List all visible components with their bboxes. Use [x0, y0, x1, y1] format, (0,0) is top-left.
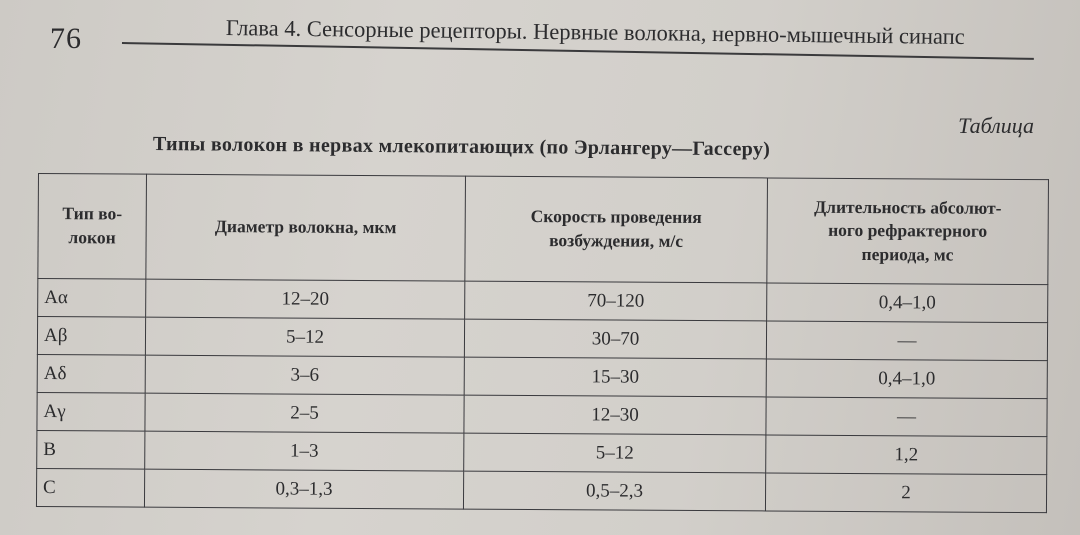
- cell-conduction-speed: 15–30: [464, 357, 766, 397]
- cell-fiber-type: Aα: [38, 279, 146, 318]
- table-row: [37, 354, 1047, 398]
- header-refractory-period: Длительность абсолют- ного рефрактерного периода, мс: [767, 178, 1049, 285]
- cell-refractory-period: 2: [765, 473, 1046, 513]
- cell-refractory-period: 0,4–1,0: [767, 283, 1048, 323]
- table-label: Таблица: [958, 113, 1034, 138]
- cell-diameter: 2–5: [145, 393, 464, 433]
- cell-diameter: 1–3: [145, 431, 464, 471]
- cell-conduction-speed: 70–120: [465, 281, 767, 321]
- cell-fiber-type: B: [37, 430, 145, 469]
- cell-refractory-period: 0,4–1,0: [766, 359, 1047, 399]
- table-row: [37, 392, 1047, 436]
- table-row: [38, 279, 1048, 323]
- table-row: [36, 468, 1046, 512]
- running-head: Глава 4. Сенсорные рецепторы. Нервные волокна, нервно-мышечный синапс: [225, 15, 965, 50]
- fiber-types-table: [36, 173, 1049, 513]
- header-conduction-speed: Скорость проведения возбуждения, м/с: [465, 176, 768, 283]
- cell-diameter: 0,3–1,3: [144, 469, 463, 509]
- cell-fiber-type: C: [36, 468, 144, 507]
- cell-conduction-speed: 12–30: [464, 395, 766, 435]
- cell-conduction-speed: 30–70: [464, 319, 766, 359]
- cell-diameter: 5–12: [145, 317, 464, 357]
- cell-diameter: 12–20: [146, 279, 465, 319]
- cell-fiber-type: Aδ: [37, 354, 145, 393]
- cell-conduction-speed: 5–12: [464, 433, 766, 473]
- header-fiber-type: Тип во- локон: [38, 174, 147, 280]
- cell-fiber-type: Aγ: [37, 392, 145, 431]
- cell-diameter: 3–6: [145, 355, 464, 395]
- table-row: [37, 430, 1047, 474]
- cell-refractory-period: —: [766, 321, 1047, 361]
- cell-refractory-period: 1,2: [766, 435, 1047, 475]
- cell-conduction-speed: 0,5–2,3: [463, 471, 765, 511]
- cell-refractory-period: —: [766, 397, 1047, 437]
- table-header-row: [38, 174, 1049, 285]
- header-diameter: Диаметр волокна, мкм: [146, 174, 466, 281]
- table-title: Типы волокон в нервах млекопитающих (по Эрлангеру—Гассеру): [152, 133, 771, 161]
- page-number: 76: [50, 22, 82, 55]
- table-row: [37, 317, 1047, 361]
- cell-fiber-type: Aβ: [37, 317, 145, 356]
